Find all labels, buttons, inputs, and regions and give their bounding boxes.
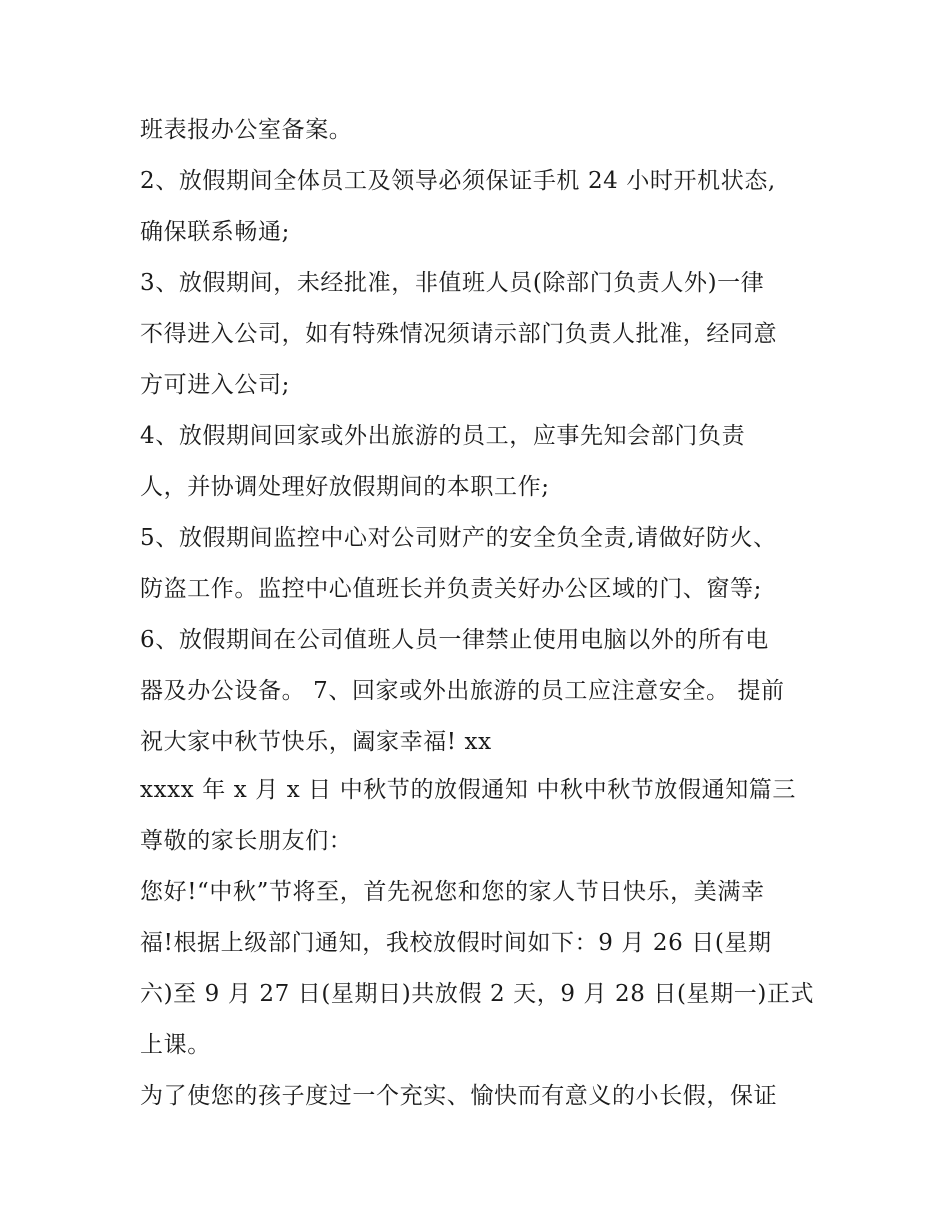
text-line: 确保联系畅通; [140, 219, 290, 245]
text-line: 您好!“中秋”节将至，首先祝您和您的家人节日快乐，美满幸 [140, 879, 765, 905]
text-line: 祝大家中秋节快乐，阖家幸福! xx [140, 729, 492, 755]
text-line: 方可进入公司; [140, 372, 290, 398]
text-line: 6、放假期间在公司值班人员一律禁止使用电脑以外的所有电 [140, 627, 769, 653]
text-line: 为了使您的孩子度过一个充实、愉快而有意义的小长假，保证 [140, 1083, 778, 1109]
text-line: xxxx 年 x 月 x 日 中秋节的放假通知 中秋中秋节放假通知篇三 [140, 777, 797, 803]
text-line: 上课。 [140, 1032, 211, 1058]
text-line: 人，并协调处理好放假期间的本职工作; [140, 474, 550, 500]
text-line: 器及办公设备。 7、回家或外出旅游的员工应注意安全。 提前 [140, 678, 785, 704]
text-line: 2、放假期间全体员工及领导必须保证手机 24 小时开机状态, [140, 168, 776, 194]
text-line: 5、放假期间监控中心对公司财产的安全负全责,请做好防火、 [140, 525, 777, 551]
text-line: 不得进入公司，如有特殊情况须请示部门负责人批准，经同意 [140, 321, 778, 347]
text-line: 尊敬的家长朋友们： [140, 828, 353, 854]
text-line: 防盗工作。监控中心值班长并负责关好办公区域的门、窗等; [140, 576, 762, 602]
text-line: 班表报办公室备案。 [140, 117, 353, 143]
text-line: 六)至 9 月 27 日(星期日)共放假 2 天，9 月 28 日(星期一)正式 [140, 981, 815, 1007]
text-line: 3、放假期间，未经批准，非值班人员(除部门负责人外)一律 [140, 270, 765, 296]
text-line: 4、放假期间回家或外出旅游的员工，应事先知会部门负责 [140, 423, 746, 449]
text-line: 福!根据上级部门通知，我校放假时间如下：9 月 26 日(星期 [140, 930, 772, 956]
